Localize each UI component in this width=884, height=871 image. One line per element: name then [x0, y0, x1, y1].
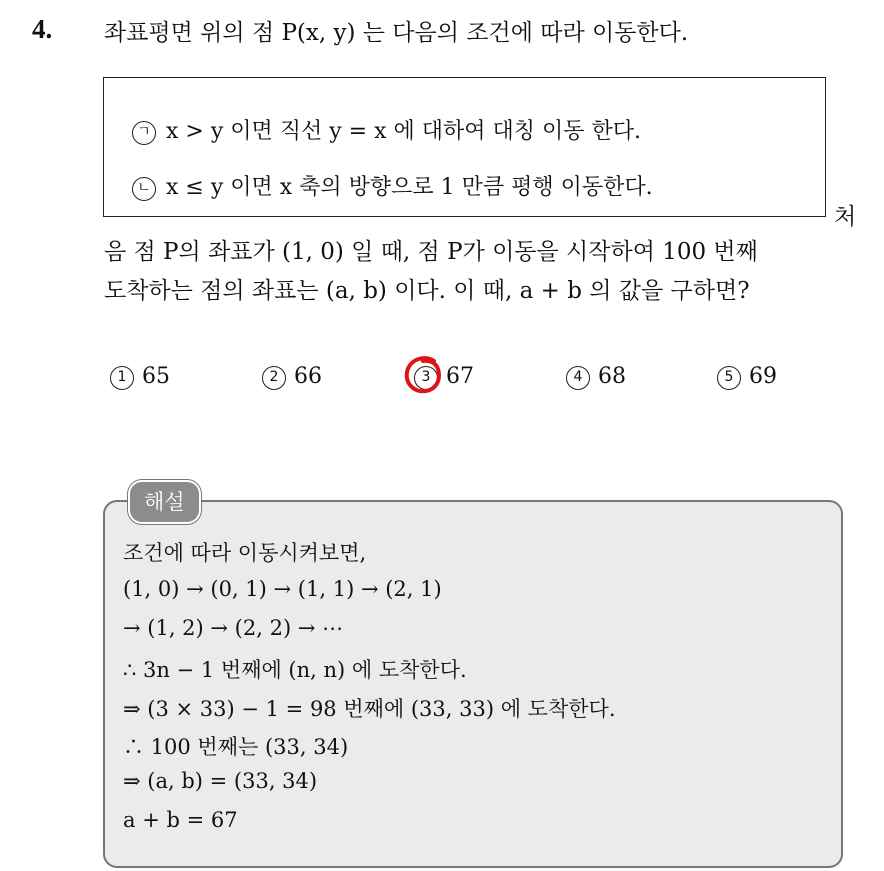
question-stem-line1: 좌표평면 위의 점 P(x, y) 는 다음의 조건에 따라 이동한다.: [104, 20, 689, 46]
choice-1-value: 65: [142, 364, 170, 389]
choice-1-number: 1: [110, 366, 134, 390]
choice-5-value: 69: [749, 364, 777, 389]
solution-line-7: ⇒ (a, b) = (33, 34): [123, 769, 318, 793]
choice-2[interactable]: [262, 364, 322, 390]
condition-marker-nieun: ㄴ: [132, 177, 156, 201]
solution-line-4: ∴ 3n − 1 번째에 (n, n) 에 도착한다.: [123, 658, 467, 682]
solution-line-8: a + b = 67: [123, 808, 238, 832]
choice-4-number: 4: [566, 366, 590, 390]
solution-line-2: (1, 0) → (0, 1) → (1, 1) → (2, 1): [123, 577, 442, 601]
choice-3-number: 3: [414, 366, 438, 390]
question-number: 4.: [32, 14, 53, 44]
choice-5-number: 5: [717, 366, 741, 390]
solution-line-5: ⇒ (3 × 33) − 1 = 98 번째에 (33, 33) 에 도착한다.: [123, 697, 616, 721]
choice-3-value: 67: [446, 364, 474, 389]
condition-2-text: x ≤ y 이면 x 축의 방향으로 1 만큼 평행 이동한다.: [166, 175, 653, 200]
choice-4[interactable]: [566, 364, 626, 390]
answer-circle-mark-icon: [404, 355, 442, 395]
condition-1: [132, 114, 641, 145]
question-stem-line2: 음 점 P의 좌표가 (1, 0) 일 때, 점 P가 이동을 시작하여 100 번째: [104, 239, 758, 265]
solution-tag: 해설: [128, 480, 201, 524]
condition-1-text: x > y 이면 직선 y = x 에 대하여 대칭 이동 한다.: [166, 119, 641, 144]
condition-marker-giyeok: ㄱ: [132, 121, 156, 145]
choice-1[interactable]: [110, 364, 170, 390]
condition-2: [132, 170, 653, 201]
stem-trailing-char: 처: [834, 204, 857, 230]
choice-2-value: 66: [294, 364, 322, 389]
choice-5[interactable]: [717, 364, 777, 390]
choice-2-number: 2: [262, 366, 286, 390]
solution-line-1: 조건에 따라 이동시켜보면,: [123, 541, 367, 565]
question-stem-line3: 도착하는 점의 좌표는 (a, b) 이다. 이 때, a + b 의 값을 구하면?: [104, 278, 750, 304]
choice-4-value: 68: [598, 364, 626, 389]
solution-line-6: ∴ 100 번째는 (33, 34): [123, 735, 349, 759]
solution-line-3: → (1, 2) → (2, 2) → ⋯: [123, 616, 344, 640]
